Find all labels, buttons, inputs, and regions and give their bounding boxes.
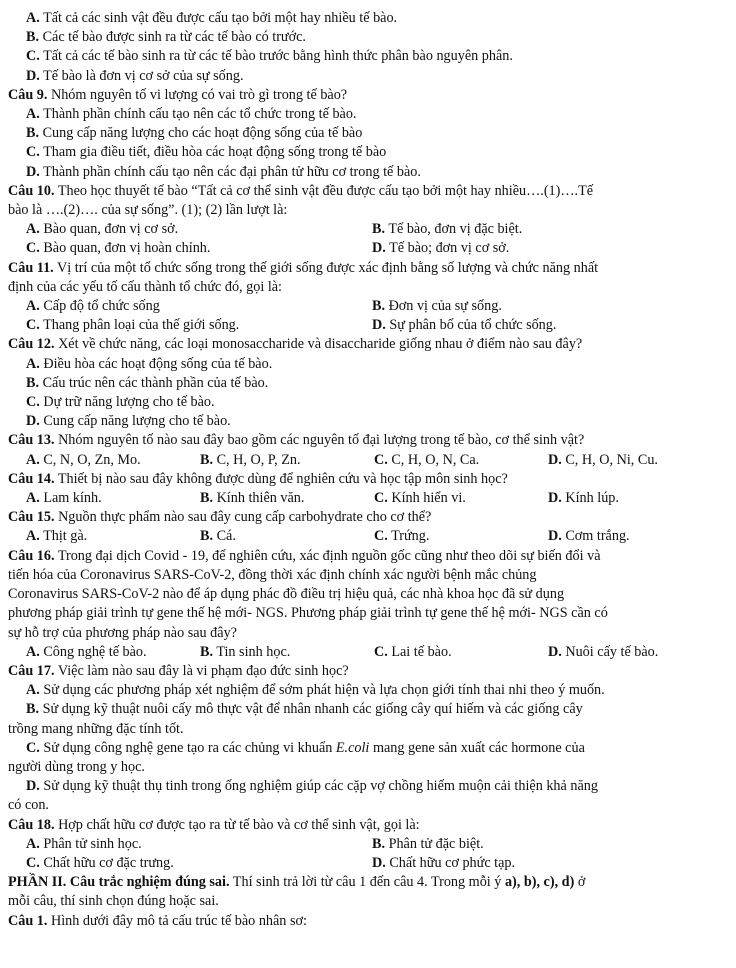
q10-stem-cont: bào là ….(2)…. của sự sống”. (1); (2) lần lượt là: bbox=[8, 202, 288, 219]
q10-options-row1 bbox=[8, 220, 724, 239]
q16-stem: Câu 16. Trong đại dịch Covid - 19, để nghiên cứu, xác định nguồn gốc cũng như theo dõi sự biến đổi và bbox=[8, 547, 601, 564]
q13-stem: Câu 13. Nhóm nguyên tố nào sau đây bao gồm các nguyên tố đại lượng trong tế bào, cơ thể sinh vật? bbox=[8, 432, 585, 449]
q18-option-b: B. Phân tử đặc biệt. bbox=[372, 835, 484, 852]
q12-option-b: B. Cấu trúc nên các thành phần của tế bào. bbox=[26, 374, 269, 391]
q9-option-d: D. Thành phần chính cấu tạo nên các đại phân tử hữu cơ trong tế bào. bbox=[26, 163, 421, 180]
q16-option-a: A. Công nghệ tế bào. bbox=[26, 643, 147, 660]
q16-stem-line3: Coronavirus SARS-CoV-2 nào để áp dụng phác đồ điều trị hiệu quả, các nhà khoa học đã sử dụng bbox=[8, 586, 565, 603]
q18-option-a: A. Phân tử sinh học. bbox=[26, 835, 142, 852]
q10-options-row2 bbox=[8, 239, 724, 258]
q8-option-a: A. Tất cả các sinh vật đều được cấu tạo bởi một hay nhiều tế bào. bbox=[26, 10, 398, 26]
q15-options bbox=[8, 527, 724, 546]
q10-option-d: D. Tế bào; đơn vị cơ sở. bbox=[372, 240, 510, 257]
q14-option-d: D. Kính lúp. bbox=[548, 490, 619, 507]
q14-option-a: A. Lam kính. bbox=[26, 490, 102, 507]
q15-option-d: D. Cơm trắng. bbox=[548, 528, 630, 545]
q17-option-d: D. Sử dụng kỹ thuật thụ tinh trong ống nghiệm giúp các cặp vợ chồng hiếm muộn cải thiện khả năng bbox=[26, 778, 598, 795]
q18-stem: Câu 18. Hợp chất hữu cơ được tạo ra từ tế bào và cơ thể sinh vật, gọi là: bbox=[8, 816, 420, 833]
part2-heading-cont: mỗi câu, thí sinh chọn đúng hoặc sai. bbox=[8, 893, 219, 910]
q16-stem-line2: tiến hóa của Coronavirus SARS-CoV-2, đồng thời xác định chính xác người bệnh mắc chủng bbox=[8, 566, 537, 583]
q16-option-c: C. Lai tế bào. bbox=[374, 643, 452, 660]
q12-option-c: C. Dự trữ năng lượng cho tế bào. bbox=[26, 394, 215, 411]
q16-stem-line4: phương pháp giải trình tự gene thế hệ mới- NGS. Phương pháp giải trình tự gene thế hệ mới- NGS cần có bbox=[8, 605, 608, 622]
q9-option-b: B. Cung cấp năng lượng cho các hoạt động sống của tế bào bbox=[26, 125, 363, 142]
q18-option-d: D. Chất hữu cơ phức tạp. bbox=[372, 854, 516, 871]
q13-option-a: A. C, N, O, Zn, Mo. bbox=[26, 451, 141, 468]
q14-stem: Câu 14. Thiết bị nào sau đây không được dùng để nghiên cứu và học tập môn sinh học? bbox=[8, 470, 508, 487]
part2-heading: PHẦN II. Câu trắc nghiệm đúng sai. Thí sinh trả lời từ câu 1 đến câu 4. Trong mỗi ý a), b), c), d) ở bbox=[8, 874, 586, 891]
q14-options bbox=[8, 489, 724, 508]
q10-option-c: C. Bào quan, đơn vị hoàn chỉnh. bbox=[26, 240, 211, 257]
q17-stem: Câu 17. Việc làm nào sau đây là vi phạm đạo đức sinh học? bbox=[8, 662, 349, 679]
q12-stem: Câu 12. Xét về chức năng, các loại monosaccharide và disaccharide giống nhau ở điểm nào sau đây? bbox=[8, 336, 583, 353]
q14-option-b: B. Kính thiên văn. bbox=[200, 490, 305, 507]
q11-option-a: A. Cấp độ tổ chức sống bbox=[26, 298, 160, 315]
q9-option-c: C. Tham gia điều tiết, điều hòa các hoạt động sống trong tế bào bbox=[26, 144, 387, 161]
q11-option-d: D. Sự phân bố của tổ chức sống. bbox=[372, 317, 557, 334]
q8-option-c: C. Tất cả các tế bào sinh ra từ các tế bào trước bằng hình thức phân bào nguyên phân. bbox=[26, 48, 513, 65]
p2-q1-stem: Câu 1. Hình dưới đây mô tả cấu trúc tế bào nhân sơ: bbox=[8, 912, 307, 929]
q17-option-d-cont: có con. bbox=[8, 797, 49, 814]
q18-option-c: C. Chất hữu cơ đặc trưng. bbox=[26, 854, 174, 871]
q15-option-b: B. Cá. bbox=[200, 528, 236, 545]
q10-option-a: A. Bào quan, đơn vị cơ sở. bbox=[26, 221, 179, 238]
q16-stem-line5: sự hỗ trợ của phương pháp nào sau đây? bbox=[8, 624, 237, 641]
q9-stem: Câu 9. Nhóm nguyên tố vi lượng có vai trò gì trong tế bào? bbox=[8, 86, 348, 103]
q12-option-a: A. Điều hòa các hoạt động sống của tế bào. bbox=[26, 355, 273, 372]
q11-options-row1 bbox=[8, 297, 724, 316]
q13-options bbox=[8, 451, 724, 470]
q15-stem: Câu 15. Nguồn thực phẩm nào sau đây cung cấp carbohydrate cho cơ thể? bbox=[8, 509, 432, 526]
q8-option-d: D. Tế bào là đơn vị cơ sở của sự sống. bbox=[26, 67, 244, 84]
q18-options-row1 bbox=[8, 835, 724, 854]
q14-option-c: C. Kính hiển vi. bbox=[374, 490, 466, 507]
q13-option-c: C. C, H, O, N, Ca. bbox=[374, 451, 480, 468]
q12-option-d: D. Cung cấp năng lượng cho tế bào. bbox=[26, 413, 231, 430]
q17-option-c-cont: người dùng trong y học. bbox=[8, 758, 145, 775]
q9-option-a: A. Thành phần chính cấu tạo nên các tổ chức trong tế bào. bbox=[26, 106, 357, 123]
q11-option-c: C. Thang phân loại của thế giới sống. bbox=[26, 317, 240, 334]
q18-options-row2 bbox=[8, 854, 724, 873]
q10-stem: Câu 10. Theo học thuyết tế bào “Tất cả cơ thể sinh vật đều được cấu tạo bởi một hay nhiều….(1)….Tế bbox=[8, 182, 594, 199]
q16-option-b: B. Tin sinh học. bbox=[200, 643, 291, 660]
q17-option-b-cont: trồng mang những đặc tính tốt. bbox=[8, 720, 184, 737]
q11-option-b: B. Đơn vị của sự sống. bbox=[372, 298, 502, 315]
q11-stem: Câu 11. Vị trí của một tổ chức sống trong thế giới sống được xác định bằng số lượng và chức năng nhất bbox=[8, 259, 599, 276]
q16-options bbox=[8, 643, 724, 662]
q11-stem-cont: định của các yếu tố cấu thành tổ chức đó, gọi là: bbox=[8, 278, 283, 295]
q17-option-a: A. Sử dụng các phương pháp xét nghiệm để sớm phát hiện và lựa chọn giới tính thai nhi theo ý muốn. bbox=[26, 682, 605, 699]
q10-option-b: B. Tế bào, đơn vị đặc biệt. bbox=[372, 221, 523, 238]
q8-option-b: B. Các tế bào được sinh ra từ các tế bào có trước. bbox=[26, 29, 306, 46]
q15-option-c: C. Trứng. bbox=[374, 528, 430, 545]
q15-option-a: A. Thịt gà. bbox=[26, 528, 88, 545]
q13-option-d: D. C, H, O, Ni, Cu. bbox=[548, 451, 658, 468]
q16-option-d: D. Nuôi cấy tế bào. bbox=[548, 643, 659, 660]
q11-options-row2 bbox=[8, 316, 724, 335]
q17-option-b: B. Sử dụng kỹ thuật nuôi cấy mô thực vật để nhân nhanh các giống cây quí hiếm và các giống cây bbox=[26, 701, 583, 718]
q17-option-c: C. Sử dụng công nghệ gene tạo ra các chủng vi khuẩn E.coli mang gene sản xuất các hormone của bbox=[26, 739, 585, 756]
q13-option-b: B. C, H, O, P, Zn. bbox=[200, 451, 301, 468]
